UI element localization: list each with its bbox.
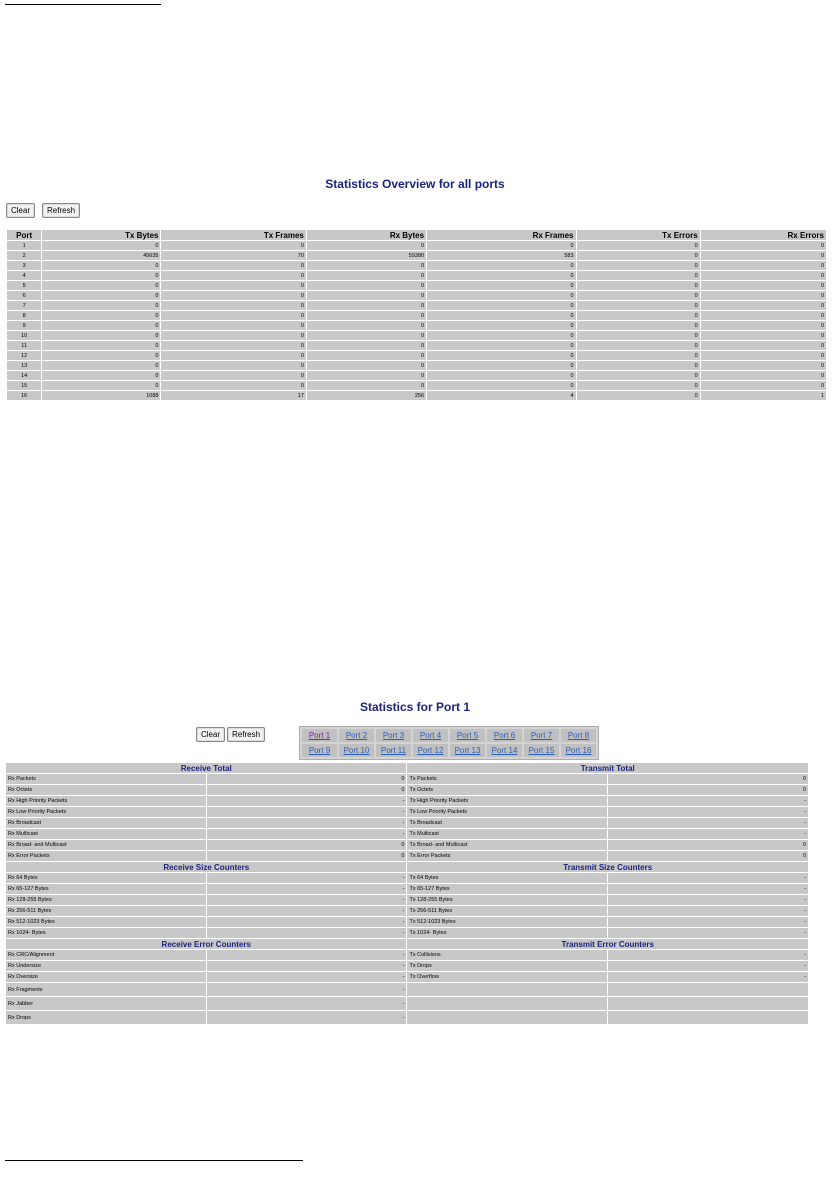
counter-cell: 0 [427, 341, 575, 350]
port-tab-cell [561, 729, 596, 742]
counter-label: Tx 65-127 Bytes [407, 884, 607, 894]
overview-title: Statistics Overview for all ports [325, 177, 505, 191]
table-row [7, 271, 826, 280]
counter-label [407, 997, 607, 1010]
counter-label: Tx Drops [407, 961, 607, 971]
counter-cell: 0 [427, 381, 575, 390]
port-number-cell: 3 [7, 261, 41, 270]
port-statistics-table [5, 762, 809, 1025]
counter-cell: 0 [42, 341, 160, 350]
section-header: Transmit Total [407, 763, 808, 773]
counter-cell: 0 [161, 241, 305, 250]
section-header: Receive Size Counters [6, 862, 406, 872]
counter-cell: 0 [42, 351, 160, 360]
counter-cell: 0 [427, 261, 575, 270]
counter-value: - [207, 983, 407, 996]
table-row [6, 829, 808, 839]
counter-value: 0 [207, 785, 407, 795]
table-row [7, 311, 826, 320]
counter-label: Rx Fragments [6, 983, 206, 996]
counter-value: - [608, 972, 808, 982]
counter-cell: 0 [307, 301, 426, 310]
port-tab-3[interactable]: Port 3 [382, 731, 405, 740]
port-tab-cell [413, 729, 448, 742]
overview-table [6, 229, 827, 401]
counter-label: Tx 256-511 Bytes [407, 906, 607, 916]
counter-cell: 0 [307, 341, 426, 350]
counter-cell: 0 [701, 251, 826, 260]
counter-cell: 70 [161, 251, 305, 260]
counter-label: Rx Error Packets [6, 851, 206, 861]
column-header: Rx Errors [701, 230, 826, 240]
counter-cell: 0 [307, 331, 426, 340]
counter-value: 0 [608, 840, 808, 850]
table-row [7, 361, 826, 370]
counter-cell: 0 [427, 351, 575, 360]
counter-value: - [207, 829, 407, 839]
counter-cell: 0 [427, 371, 575, 380]
counter-cell: 0 [701, 241, 826, 250]
counter-cell: 0 [701, 371, 826, 380]
counter-label: Tx 512-1023 Bytes [407, 917, 607, 927]
table-row [7, 251, 826, 260]
counter-label: Rx Multicast [6, 829, 206, 839]
table-row [6, 774, 808, 784]
counter-cell: 0 [307, 361, 426, 370]
port-tab-11[interactable]: Port 11 [380, 746, 407, 755]
counter-label: Tx Collisions [407, 950, 607, 960]
counter-label: Tx Overflow [407, 972, 607, 982]
counter-cell: 0 [427, 331, 575, 340]
table-row [6, 840, 808, 850]
counter-cell: 0 [42, 291, 160, 300]
port-tab-cell [561, 744, 596, 757]
counter-cell: 59380 [307, 251, 426, 260]
counter-value: - [608, 950, 808, 960]
counter-value: - [608, 884, 808, 894]
counter-cell: 0 [307, 271, 426, 280]
counter-value [608, 983, 808, 996]
counter-value: - [207, 917, 407, 927]
counter-cell: 0 [42, 241, 160, 250]
counter-value: - [207, 895, 407, 905]
counter-value: - [608, 873, 808, 883]
counter-label: Rx Drops [6, 1011, 206, 1024]
port-tab-7[interactable]: Port 7 [530, 731, 553, 740]
counter-cell: 0 [161, 361, 305, 370]
counter-value: - [608, 818, 808, 828]
table-row [6, 972, 808, 982]
detail-title: Statistics for Port 1 [359, 700, 471, 714]
counter-label: Rx CRC/Alignment [6, 950, 206, 960]
table-row [7, 321, 826, 330]
counter-cell: 0 [701, 351, 826, 360]
section-header: Receive Total [6, 763, 406, 773]
port-tab-cell [376, 729, 411, 742]
counter-value: - [608, 961, 808, 971]
section-header: Transmit Error Counters [407, 939, 808, 949]
port-tab-6[interactable]: Port 6 [493, 731, 516, 740]
table-row [7, 261, 826, 270]
counter-cell: 0 [577, 301, 700, 310]
counter-value: 0 [608, 774, 808, 784]
counter-cell: 0 [577, 291, 700, 300]
port-tab-row [302, 729, 596, 742]
counter-cell: 0 [577, 241, 700, 250]
table-row [6, 796, 808, 806]
counter-value [608, 997, 808, 1010]
counter-label: Rx 256-511 Bytes [6, 906, 206, 916]
section-header-row [6, 862, 808, 872]
port-tab-cell [450, 729, 485, 742]
table-row [6, 983, 808, 996]
port-tab-cell [302, 729, 337, 742]
counter-cell: 1 [701, 391, 826, 400]
counter-cell: 0 [161, 351, 305, 360]
counter-cell: 0 [307, 281, 426, 290]
counter-cell: 0 [161, 341, 305, 350]
counter-cell: 0 [307, 241, 426, 250]
counter-cell: 0 [42, 261, 160, 270]
counter-cell: 17 [161, 391, 305, 400]
table-row [6, 807, 808, 817]
port-tab-16[interactable]: Port 16 [565, 746, 592, 755]
counter-cell: 0 [577, 251, 700, 260]
port-number-cell: 14 [7, 371, 41, 380]
counter-value: - [207, 961, 407, 971]
column-header: Tx Frames [161, 230, 305, 240]
port-number-cell: 4 [7, 271, 41, 280]
counter-value: 0 [207, 774, 407, 784]
counter-cell: 0 [577, 271, 700, 280]
overview-clear-button[interactable]: Clear [6, 203, 35, 218]
counter-value: - [207, 928, 407, 938]
counter-cell: 0 [42, 311, 160, 320]
table-row [7, 391, 826, 400]
table-row [7, 331, 826, 340]
counter-cell: 1088 [42, 391, 160, 400]
counter-label [407, 983, 607, 996]
counter-cell: 0 [161, 271, 305, 280]
detail-refresh-button[interactable]: Refresh [227, 727, 265, 742]
counter-label: Rx 128-255 Bytes [6, 895, 206, 905]
counter-label: Tx Packets [407, 774, 607, 784]
counter-cell: 0 [701, 341, 826, 350]
port-tab-12[interactable]: Port 12 [417, 746, 444, 755]
counter-cell: 0 [701, 331, 826, 340]
counter-cell: 0 [307, 321, 426, 330]
port-tab-5[interactable]: Port 5 [456, 731, 479, 740]
table-row [6, 928, 808, 938]
column-header: Tx Bytes [42, 230, 160, 240]
table-row [6, 785, 808, 795]
counter-cell: 0 [427, 281, 575, 290]
table-row [6, 961, 808, 971]
table-row [6, 851, 808, 861]
counter-label: Rx 65-127 Bytes [6, 884, 206, 894]
port-tab-cell [302, 744, 337, 757]
counter-cell: 0 [427, 311, 575, 320]
port-tab-cell [524, 744, 559, 757]
counter-cell: 583 [427, 251, 575, 260]
counter-cell: 0 [427, 271, 575, 280]
table-row [6, 873, 808, 883]
table-row [7, 341, 826, 350]
table-row [6, 917, 808, 927]
counter-cell: 0 [701, 361, 826, 370]
table-row [6, 997, 808, 1010]
table-row [7, 301, 826, 310]
table-row [7, 281, 826, 290]
counter-cell: 4 [427, 391, 575, 400]
counter-cell: 256 [307, 391, 426, 400]
table-row [6, 950, 808, 960]
counter-cell: 0 [161, 311, 305, 320]
port-tab-10[interactable]: Port 10 [343, 746, 370, 755]
counter-cell: 0 [577, 391, 700, 400]
counter-label: Tx Broad- and Multicast [407, 840, 607, 850]
counter-value: - [207, 796, 407, 806]
counter-cell: 0 [161, 331, 305, 340]
port-tab-9[interactable]: Port 9 [308, 746, 331, 755]
counter-cell: 0 [42, 301, 160, 310]
counter-cell: 0 [42, 371, 160, 380]
counter-cell: 0 [42, 321, 160, 330]
counter-cell: 0 [701, 301, 826, 310]
port-number-cell: 11 [7, 341, 41, 350]
counter-label: Tx 1024- Bytes [407, 928, 607, 938]
counter-cell: 0 [701, 381, 826, 390]
counter-cell: 0 [701, 261, 826, 270]
counter-label: Tx High Priority Packets [407, 796, 607, 806]
counter-label: Rx High Priority Packets [6, 796, 206, 806]
counter-cell: 0 [307, 291, 426, 300]
counter-cell: 0 [427, 291, 575, 300]
counter-value: - [608, 917, 808, 927]
port-tab-15[interactable]: Port 15 [528, 746, 555, 755]
counter-cell: 0 [307, 381, 426, 390]
table-row [7, 291, 826, 300]
counter-cell: 0 [161, 321, 305, 330]
counter-label: Rx Undersize [6, 961, 206, 971]
port-tab-8[interactable]: Port 8 [567, 731, 590, 740]
counter-label: Rx Low Priority Packets [6, 807, 206, 817]
counter-value: - [207, 818, 407, 828]
counter-cell: 0 [427, 321, 575, 330]
counter-value: - [207, 950, 407, 960]
table-row [6, 906, 808, 916]
port-tab-cell [487, 744, 522, 757]
counter-cell: 0 [577, 371, 700, 380]
counter-cell: 0 [161, 291, 305, 300]
counter-cell: 0 [701, 321, 826, 330]
column-header: Port [7, 230, 41, 240]
counter-label: Rx 1024- Bytes [6, 928, 206, 938]
counter-cell: 0 [42, 361, 160, 370]
port-number-cell: 9 [7, 321, 41, 330]
counter-label: Tx Multicast [407, 829, 607, 839]
counter-value [608, 1011, 808, 1024]
port-tab-2[interactable]: Port 2 [345, 731, 368, 740]
counter-label: Tx Low Priority Packets [407, 807, 607, 817]
counter-value: - [207, 906, 407, 916]
counter-label: Rx Broad- and Multicast [6, 840, 206, 850]
port-number-cell: 15 [7, 381, 41, 390]
counter-value: - [207, 873, 407, 883]
counter-value: - [608, 895, 808, 905]
counter-label: Tx Broadcast [407, 818, 607, 828]
counter-value: - [207, 972, 407, 982]
counter-cell: 0 [427, 301, 575, 310]
counter-cell: 0 [577, 351, 700, 360]
counter-label: Rx Broadcast [6, 818, 206, 828]
table-row [6, 895, 808, 905]
port-number-cell: 1 [7, 241, 41, 250]
counter-cell: 0 [161, 301, 305, 310]
column-header: Rx Frames [427, 230, 575, 240]
counter-label: Rx Packets [6, 774, 206, 784]
counter-cell: 0 [161, 381, 305, 390]
counter-cell: 0 [577, 381, 700, 390]
counter-cell: 0 [577, 281, 700, 290]
counter-value: - [608, 807, 808, 817]
counter-cell: 0 [307, 311, 426, 320]
port-tab-cell [339, 744, 374, 757]
counter-value: - [608, 796, 808, 806]
detail-clear-button[interactable]: Clear [196, 727, 225, 742]
counter-label: Rx 64 Bytes [6, 873, 206, 883]
port-number-cell: 16 [7, 391, 41, 400]
counter-cell: 0 [161, 281, 305, 290]
port-tab-cell [487, 729, 522, 742]
counter-label: Tx Error Packets [407, 851, 607, 861]
table-row [7, 241, 826, 250]
counter-value: 0 [608, 851, 808, 861]
counter-cell: 0 [42, 331, 160, 340]
port-number-cell: 10 [7, 331, 41, 340]
counter-cell: 0 [701, 311, 826, 320]
port-number-cell: 5 [7, 281, 41, 290]
counter-cell: 0 [577, 321, 700, 330]
table-row [6, 1011, 808, 1024]
counter-cell: 0 [701, 291, 826, 300]
counter-cell: 0 [427, 241, 575, 250]
port-number-cell: 12 [7, 351, 41, 360]
counter-label: Rx Octets [6, 785, 206, 795]
port-tab-13[interactable]: Port 13 [454, 746, 481, 755]
column-header: Tx Errors [577, 230, 700, 240]
port-selector [299, 726, 599, 760]
counter-label: Tx Octets [407, 785, 607, 795]
port-tab-14[interactable]: Port 14 [491, 746, 518, 755]
counter-value: 0 [207, 840, 407, 850]
counter-cell: 0 [427, 361, 575, 370]
port-tab-4[interactable]: Port 4 [419, 731, 442, 740]
port-tab-row [302, 744, 596, 757]
port-tab-cell [376, 744, 411, 757]
counter-label: Tx 64 Bytes [407, 873, 607, 883]
section-header: Transmit Size Counters [407, 862, 808, 872]
counter-label: Rx Jabber [6, 997, 206, 1010]
counter-value: - [207, 1011, 407, 1024]
counter-value: - [608, 928, 808, 938]
counter-value: - [207, 997, 407, 1010]
overview-refresh-button[interactable]: Refresh [42, 203, 80, 218]
counter-label: Tx 128-255 Bytes [407, 895, 607, 905]
table-row [7, 371, 826, 380]
counter-cell: 0 [42, 381, 160, 390]
column-header: Rx Bytes [307, 230, 426, 240]
port-tab-1[interactable]: Port 1 [308, 731, 331, 740]
port-tab-cell [339, 729, 374, 742]
counter-cell: 0 [161, 261, 305, 270]
counter-cell: 0 [42, 271, 160, 280]
port-tab-cell [450, 744, 485, 757]
counter-label [407, 1011, 607, 1024]
counter-value: - [608, 906, 808, 916]
table-row [6, 884, 808, 894]
table-row [7, 381, 826, 390]
section-header-row [6, 939, 808, 949]
counter-cell: 0 [307, 261, 426, 270]
counter-cell: 0 [307, 371, 426, 380]
port-number-cell: 8 [7, 311, 41, 320]
counter-cell: 0 [307, 351, 426, 360]
top-rule [5, 4, 161, 5]
counter-cell: 0 [577, 361, 700, 370]
counter-value: - [207, 884, 407, 894]
counter-cell: 0 [577, 341, 700, 350]
counter-cell: 0 [701, 271, 826, 280]
counter-label: Rx Oversize [6, 972, 206, 982]
table-row [7, 351, 826, 360]
counter-value: - [207, 807, 407, 817]
counter-value: - [608, 829, 808, 839]
counter-cell: 0 [701, 281, 826, 290]
section-header-row [6, 763, 808, 773]
counter-value: 0 [608, 785, 808, 795]
port-number-cell: 6 [7, 291, 41, 300]
counter-value: 0 [207, 851, 407, 861]
table-row [6, 818, 808, 828]
counter-cell: 0 [577, 311, 700, 320]
section-header: Receive Error Counters [6, 939, 406, 949]
counter-cell: 0 [577, 261, 700, 270]
counter-cell: 0 [577, 331, 700, 340]
port-number-cell: 13 [7, 361, 41, 370]
bottom-rule [5, 1160, 303, 1161]
counter-cell: 0 [161, 371, 305, 380]
counter-cell: 45635 [42, 251, 160, 260]
port-tab-cell [524, 729, 559, 742]
port-number-cell: 7 [7, 301, 41, 310]
port-number-cell: 2 [7, 251, 41, 260]
counter-label: Rx 512-1023 Bytes [6, 917, 206, 927]
counter-cell: 0 [42, 281, 160, 290]
port-tab-cell [413, 744, 448, 757]
